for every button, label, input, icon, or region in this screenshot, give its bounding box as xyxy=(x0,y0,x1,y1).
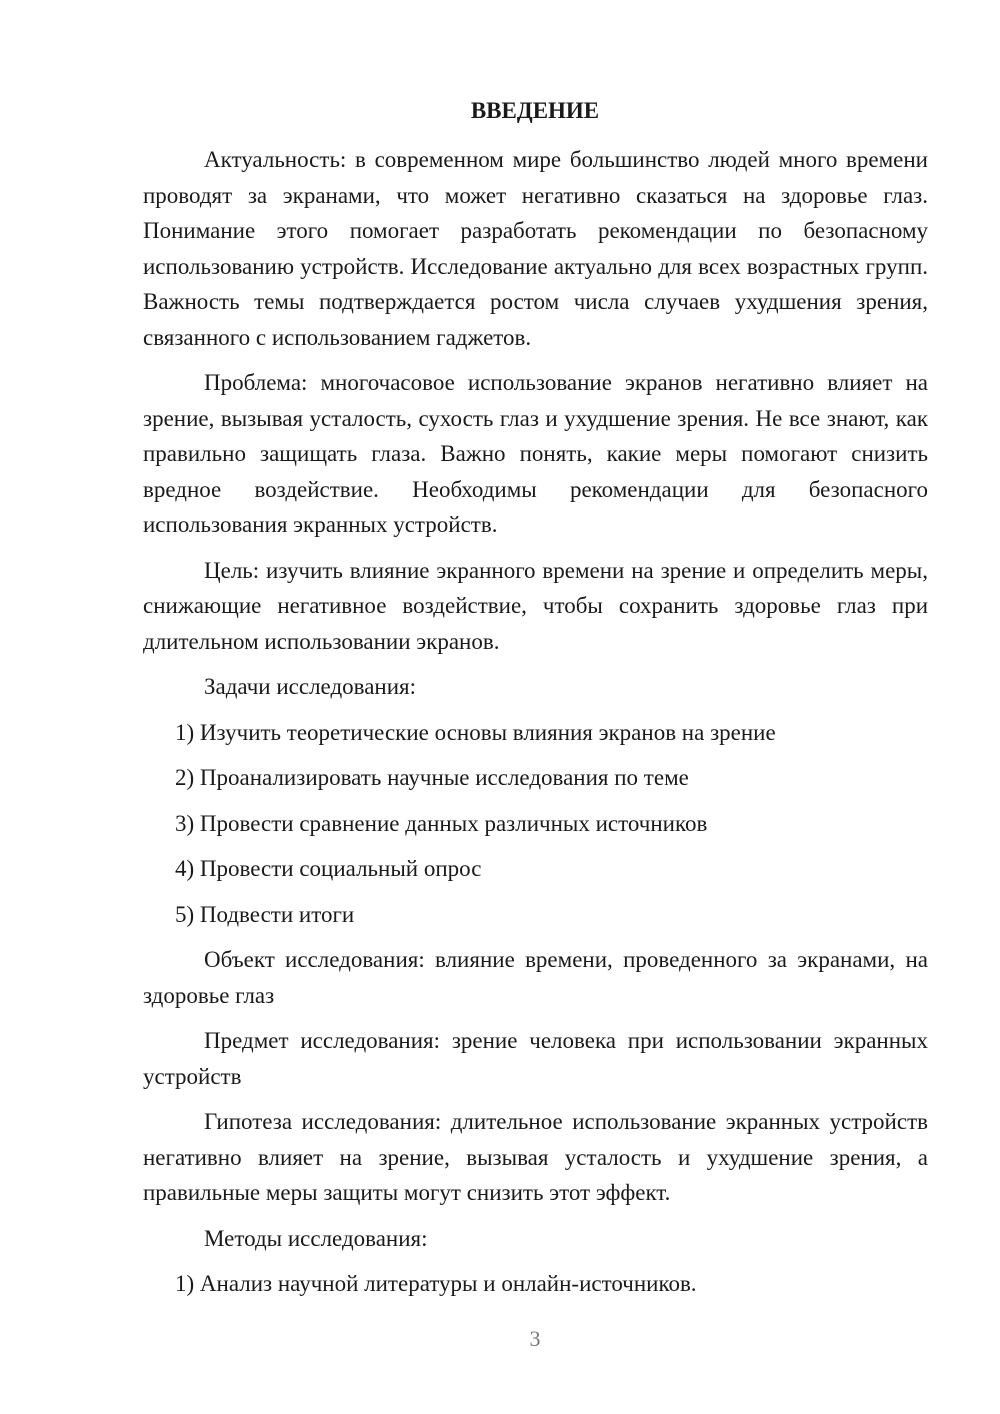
task-item: 5) Подвести итоги xyxy=(175,901,355,927)
paragraph-goal: Цель: изучить влияние экранного времени на зрение и определить меры, снижающие негативное воздействие, чтобы сохранить здоровье глаз при длительном использовании экранов. xyxy=(143,557,928,654)
paragraph-subject: Предмет исследования: зрение человека при использовании экранных устройств xyxy=(143,1028,928,1089)
paragraph-problem: Проблема: многочасовое использование экранов негативно влияет на зрение, вызывая усталость, сухость глаз и ухудшение зрения. Не все знают, как правильно защищать глаза. Важно понять, какие меры помогают снизить вредное воздействие. Необходимы рекомендации для безопасного использования экранных устройств. xyxy=(143,370,928,537)
paragraph-object: Объект исследования: влияние времени, проведенного за экранами, на здоровье глаз xyxy=(143,947,928,1008)
task-item: 3) Провести сравнение данных различных источников xyxy=(175,810,708,836)
page-number: 3 xyxy=(529,1326,541,1351)
task-item: 4) Провести социальный опрос xyxy=(175,856,482,881)
method-item: 1) Анализ научной литературы и онлайн-источников. xyxy=(175,1271,697,1296)
methods-label: Методы исследования: xyxy=(204,1225,428,1251)
task-item: 2) Проанализировать научные исследования по теме xyxy=(175,765,689,790)
paragraph-hypothesis: Гипотеза исследования: длительное использование экранных устройств негативно влияет на зрение, вызывая усталость и ухудшение зрения, а правильные меры защиты могут снизить этот эффект. xyxy=(143,1109,928,1205)
paragraph-relevance: Актуальность: в современном мире большинство людей много времени проводят за экранами, что может негативно сказаться на здоровье глаз. Понимание этого помогает разработать рекомендации по безопасному использованию устройств. Исследование актуально для всех возрастных групп. Важность темы подтверждается ростом числа случаев ухудшения зрения, связанного с использованием гаджетов. xyxy=(143,147,928,350)
body-text xyxy=(143,142,928,1302)
page-title: ВВЕДЕНИЕ xyxy=(470,98,600,123)
tasks-label: Задачи исследования: xyxy=(204,674,417,699)
task-item: 1) Изучить теоретические основы влияния экранов на зрение xyxy=(175,719,776,745)
